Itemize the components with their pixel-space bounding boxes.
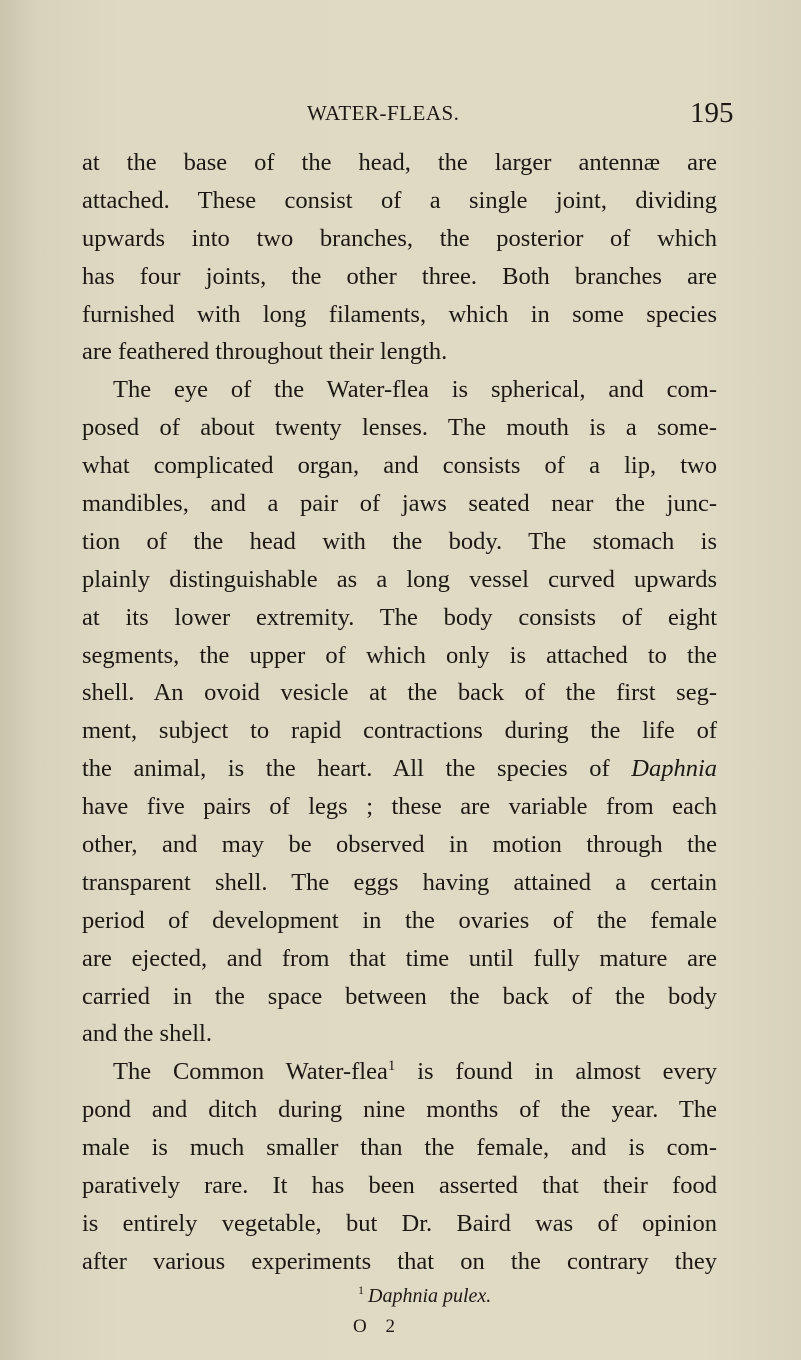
footnote-reference[interactable]: 1 xyxy=(387,1058,396,1075)
text-line: The eye of the Water-flea is spherical, and com- xyxy=(113,376,717,404)
text-line: and the shell. xyxy=(82,1020,212,1048)
text-line: pond and ditch during nine months of the year. The xyxy=(82,1096,717,1124)
text-line: what complicated organ, and consists of a lip, two xyxy=(82,452,717,480)
text-line: at its lower extremity. The body consists of eight xyxy=(82,603,717,631)
text-line: are feathered throughout their length. xyxy=(82,338,448,366)
text-line: is entirely vegetable, but Dr. Baird was of opinion xyxy=(82,1209,717,1237)
text-line: furnished with long filaments, which in some species xyxy=(82,300,717,328)
text-line xyxy=(82,750,717,788)
text-line: shell. An ovoid vesicle at the back of the first seg- xyxy=(82,679,717,707)
text-line: ment, subject to rapid contractions during the life of xyxy=(82,717,717,745)
text-line: male is much smaller than the female, and is com- xyxy=(82,1134,717,1162)
text-line: period of development in the ovaries of the female xyxy=(82,906,717,934)
text-line: transparent shell. The eggs having attained a certain xyxy=(82,868,717,896)
text-line: at the base of the head, the larger antennæ are xyxy=(82,149,717,176)
page-number: 195 xyxy=(690,97,734,129)
running-title: WATER-FLEAS. xyxy=(307,101,460,125)
footnote-text: Daphnia pulex. xyxy=(368,1285,492,1307)
text-segment: The Common Water-flea xyxy=(113,1058,388,1086)
text-line: mandibles, and a pair of jaws seated near the junc- xyxy=(82,490,717,518)
text-line: have five pairs of legs ; these are variable from each xyxy=(82,793,717,821)
text-line: plainly distinguishable as a long vessel curved upwards xyxy=(82,565,717,593)
text-line: posed of about twenty lenses. The mouth is a some- xyxy=(82,414,717,442)
footnote-mark: 1 xyxy=(358,1283,364,1297)
genus-italic: Daphnia xyxy=(631,755,717,783)
text-segment: the animal, is the heart. All the species of xyxy=(82,755,632,783)
signature-mark: O 2 xyxy=(353,1316,402,1337)
text-line: are ejected, and from that time until fully mature are xyxy=(82,944,717,972)
text-line: carried in the space between the back of the body xyxy=(82,982,717,1010)
text-line: other, and may be observed in motion through the xyxy=(82,831,717,859)
body-text xyxy=(82,144,717,1281)
running-head xyxy=(0,97,801,137)
text-line: upwards into two branches, the posterior of which xyxy=(82,224,717,252)
text-segment: is found in almost every xyxy=(395,1058,717,1086)
footnote-line xyxy=(358,1283,491,1308)
text-line xyxy=(82,1053,717,1091)
text-line: segments, the upper of which only is attached to the xyxy=(82,641,717,669)
text-line: has four joints, the other three. Both branches are xyxy=(82,262,717,290)
text-line: attached. These consist of a single joint, dividing xyxy=(82,186,717,214)
text-line: tion of the head with the body. The stomach is xyxy=(82,527,717,555)
text-line: after various experiments that on the contrary they xyxy=(82,1247,717,1275)
text-line: paratively rare. It has been asserted that their food xyxy=(82,1172,717,1200)
